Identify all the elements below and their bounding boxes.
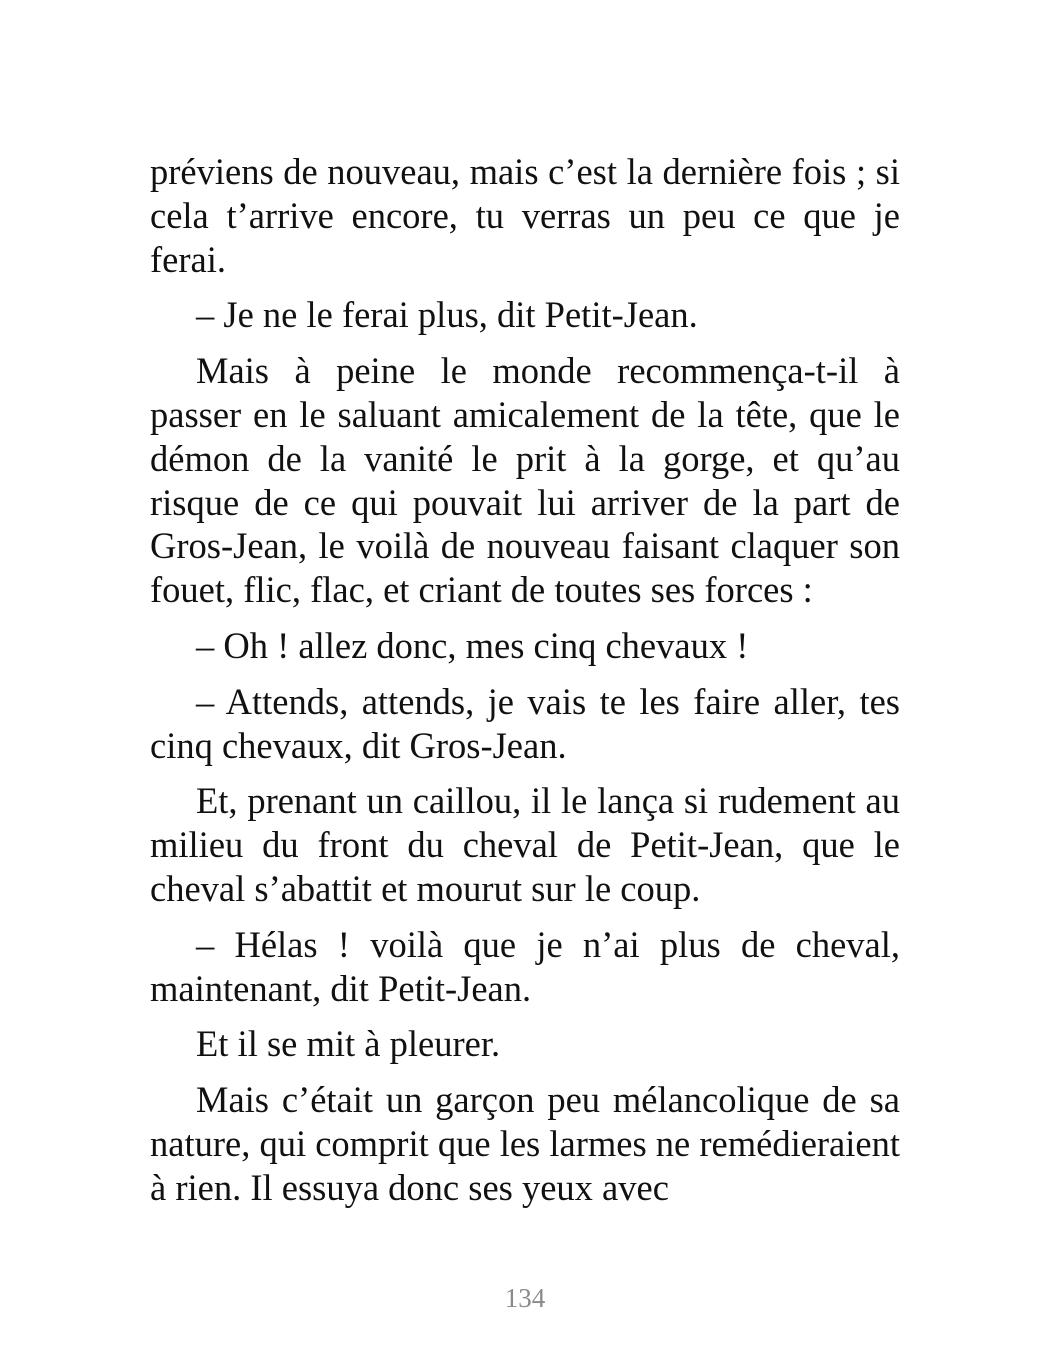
paragraph-dialogue: – Je ne le ferai plus, dit Petit-Jean.: [196, 294, 698, 336]
paragraph-continued: préviens de nouveau, mais c’est la dernière fois ; si cela t’arrive encore, tu verras un peu ce que je ferai.: [150, 151, 900, 280]
paragraph-dialogue: – Hélas ! voilà que je n’ai plus de cheval, maintenant, dit Petit-Jean.: [150, 923, 900, 1009]
paragraph: Et il se mit à pleurer.: [196, 1023, 501, 1065]
paragraph: Et, prenant un caillou, il le lança si rudement au milieu du front du cheval de Petit-Jean, que le cheval s’abattit et mourut sur le coup.: [150, 780, 900, 909]
page-number: 134: [504, 1283, 546, 1313]
paragraph-dialogue: – Oh ! allez donc, mes cinq chevaux !: [196, 624, 749, 666]
page-body-text: [150, 150, 900, 1222]
paragraph-dialogue: – Attends, attends, je vais te les faire aller, tes cinq chevaux, dit Gros-Jean.: [150, 680, 900, 766]
paragraph: Mais c’était un garçon peu mélancolique de sa nature, qui comprit que les larmes ne remédieraient à rien. Il essuya donc ses yeux avec: [150, 1079, 900, 1208]
paragraph: Mais à peine le monde recommença-t-il à passer en le saluant amicalement de la tête, que le démon de la vanité le prit à la gorge, et qu’au risque de ce qui pouvait lui arriver de la part de Gros-Jean, le voilà de nouveau faisant claquer son fouet, flic, flac, et criant de toutes ses forces :: [150, 350, 900, 611]
